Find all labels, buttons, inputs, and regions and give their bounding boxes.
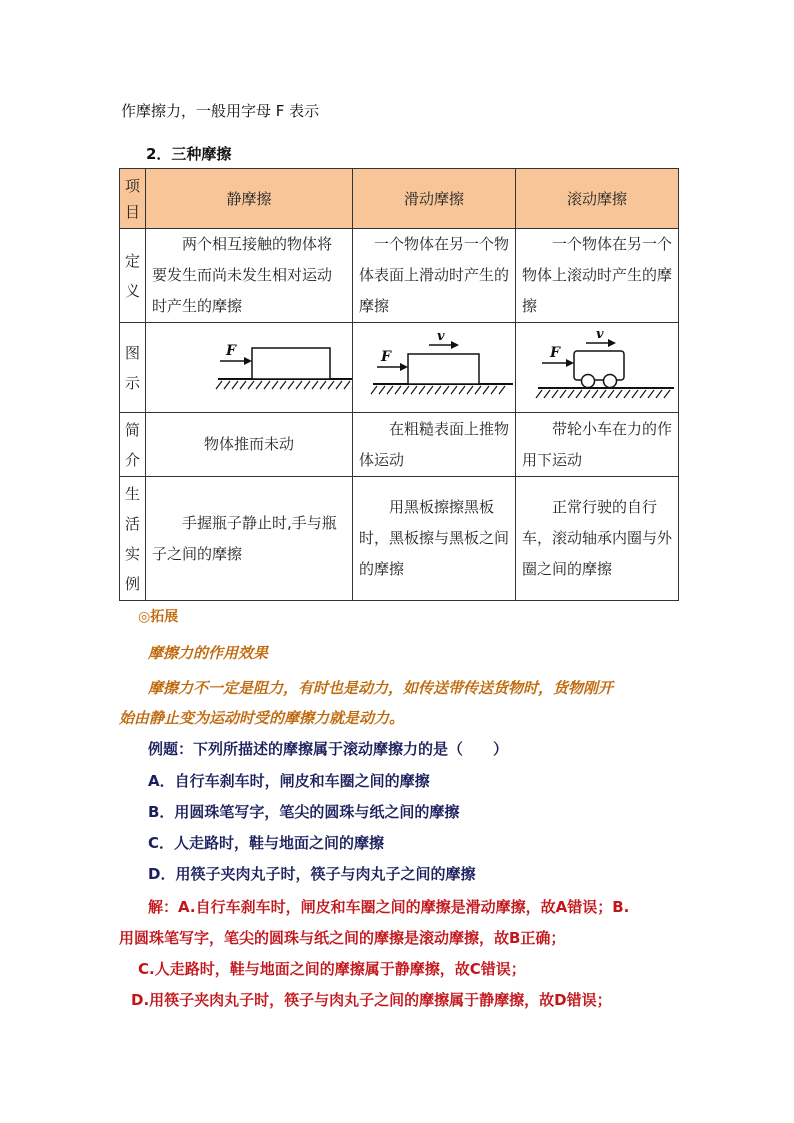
static-friction-diagram <box>146 323 352 408</box>
extension-body-line1: 摩擦力不一定是阻力，有时也是动力，如传送带传送货物时，货物刚开 <box>148 679 614 697</box>
intro-sliding: 在粗糙表面上推物体运动 <box>353 413 516 477</box>
diagram-sliding <box>353 323 516 413</box>
force-label: F <box>550 345 560 361</box>
definition-label: 定 义 <box>120 229 146 323</box>
intro-static: 物体推而未动 <box>146 413 353 477</box>
definition-rolling: 一个物体在另一个物体上滚动时产生的摩擦 <box>516 229 679 323</box>
diagram-static <box>146 323 353 413</box>
option-c: C．人走路时，鞋与地面之间的摩擦 <box>148 834 385 852</box>
intro-text: 作摩擦力，一般用字母 F 表示 <box>121 102 320 120</box>
table-row <box>120 323 679 413</box>
col-sliding-friction: 滑动摩擦 <box>353 169 516 229</box>
diagram-label: 图 示 <box>120 323 146 413</box>
sliding-friction-diagram <box>353 323 515 408</box>
intro-label: 简 介 <box>120 413 146 477</box>
solution-line4: D.用筷子夹肉丸子时，筷子与肉丸子之间的摩擦属于静摩擦，故D错误； <box>131 991 612 1009</box>
force-label: F <box>226 343 236 359</box>
definition-sliding: 一个物体在另一个物体表面上滑动时产生的摩擦 <box>353 229 516 323</box>
header-label: 项 目 <box>120 169 146 229</box>
col-rolling-friction: 滚动摩擦 <box>516 169 679 229</box>
col-static-friction: 静摩擦 <box>146 169 353 229</box>
option-b: B．用圆珠笔写字，笔尖的圆珠与纸之间的摩擦 <box>148 803 460 821</box>
option-a: A．自行车刹车时，闸皮和车圈之间的摩擦 <box>148 772 430 790</box>
velocity-label: v <box>437 329 445 344</box>
example-label: 生 活 实 例 <box>120 477 146 601</box>
table-header-row <box>120 169 679 229</box>
section-heading: 2．三种摩擦 <box>146 145 232 163</box>
table-row <box>120 413 679 477</box>
intro-rolling: 带轮小车在力的作用下运动 <box>516 413 679 477</box>
extension-tag: ◎拓展 <box>138 609 179 625</box>
solution-line1: 解：A.自行车刹车时，闸皮和车圈之间的摩擦是滑动摩擦，故A错误；B. <box>148 898 630 916</box>
example-question: 例题：下列所描述的摩擦属于滚动摩擦力的是（ ） <box>148 740 509 758</box>
table-row <box>120 477 679 601</box>
option-d: D．用筷子夹肉丸子时，筷子与肉丸子之间的摩擦 <box>148 865 476 883</box>
extension-title: 摩擦力的作用效果 <box>148 644 269 662</box>
force-label: F <box>381 349 391 365</box>
diagram-rolling <box>516 323 679 413</box>
example-rolling: 正常行驶的自行车，滚动轴承内圈与外圈之间的摩擦 <box>516 477 679 601</box>
solution-line2: 用圆珠笔写字，笔尖的圆珠与纸之间的摩擦是滚动摩擦，故B正确； <box>119 929 566 947</box>
definition-static: 两个相互接触的物体将要发生而尚未发生相对运动时产生的摩擦 <box>146 229 353 323</box>
example-sliding: 用黑板擦擦黑板时，黑板擦与黑板之间的摩擦 <box>353 477 516 601</box>
example-static: 手握瓶子静止时,手与瓶子之间的摩擦 <box>146 477 353 601</box>
friction-table <box>119 168 679 601</box>
table-row <box>120 229 679 323</box>
velocity-label: v <box>596 327 604 342</box>
rolling-friction-diagram <box>516 323 678 408</box>
solution-line3: C.人走路时，鞋与地面之间的摩擦属于静摩擦，故C错误； <box>138 960 526 978</box>
extension-body-line2: 始由静止变为运动时受的摩擦力就是动力。 <box>119 709 405 727</box>
